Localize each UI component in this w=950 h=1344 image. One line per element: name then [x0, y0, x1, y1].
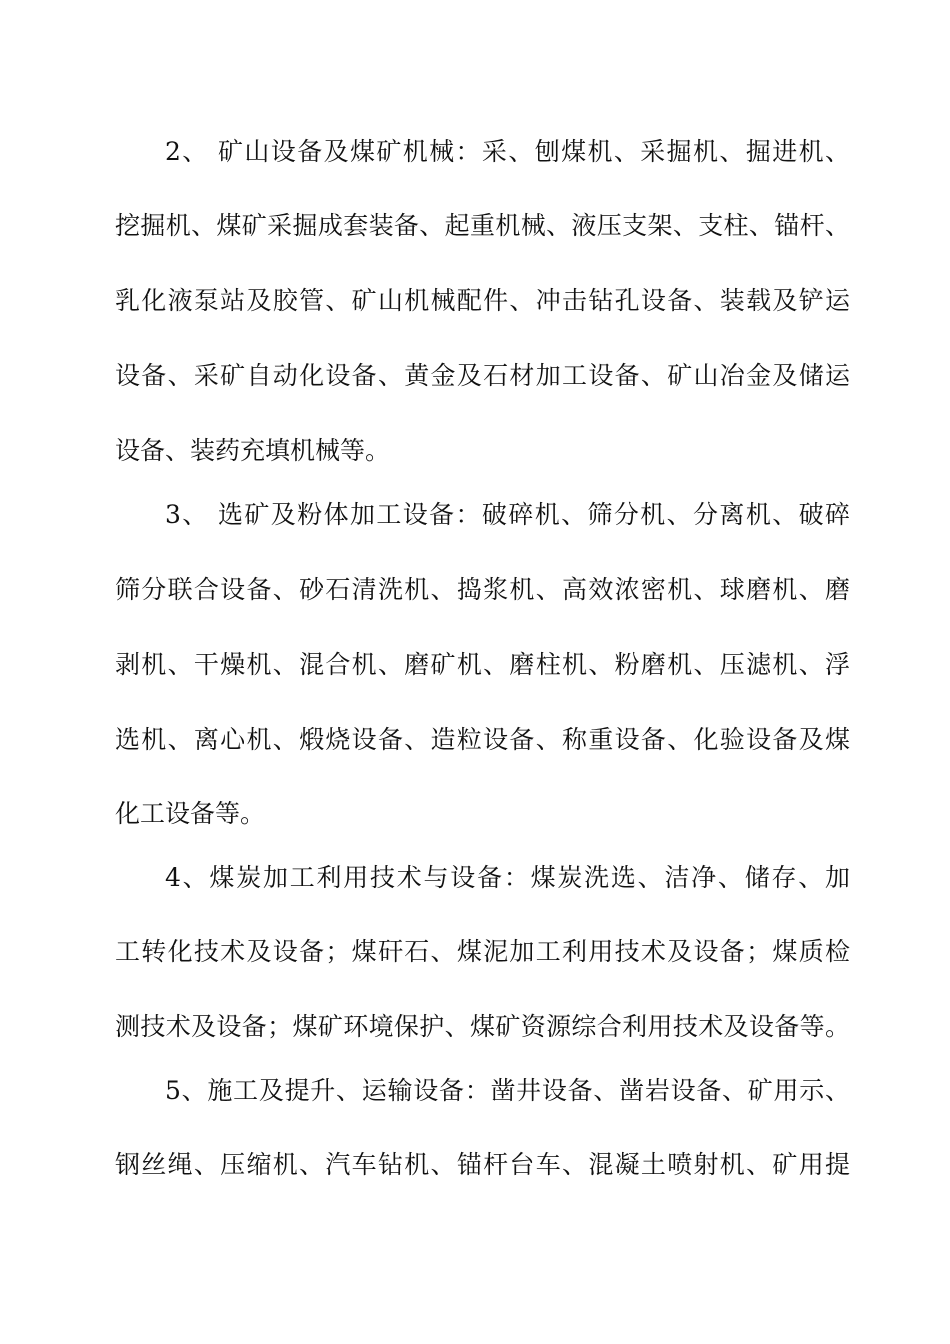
- text-line: 化工设备等。: [115, 799, 266, 828]
- text-line: 剥机、干燥机、混合机、磨矿机、磨柱机、粉磨机、压滤机、浮: [115, 650, 850, 679]
- text-line: 3、 选矿及粉体加工设备：破碎机、筛分机、分离机、破碎: [165, 500, 850, 529]
- text-line: 筛分联合设备、砂石清洗机、捣浆机、高效浓密机、球磨机、磨: [115, 575, 850, 604]
- text-line: 乳化液泵站及胶管、矿山机械配件、冲击钻孔设备、装载及铲运: [115, 286, 850, 315]
- text-line: 设备、装药充填机械等。: [115, 436, 391, 465]
- text-line: 挖掘机、煤矿采掘成套装备、起重机械、液压支架、支柱、锚杆、: [115, 211, 850, 240]
- text-line: 设备、采矿自动化设备、黄金及石材加工设备、矿山冶金及储运: [115, 361, 850, 390]
- text-line: 选机、离心机、煅烧设备、造粒设备、称重设备、化验设备及煤: [115, 725, 850, 754]
- text-line: 工转化技术及设备；煤矸石、煤泥加工利用技术及设备；煤质检: [115, 937, 850, 966]
- text-line: 钢丝绳、压缩机、汽车钻机、锚杆台车、混凝土喷射机、矿用提: [115, 1150, 850, 1179]
- text-line: 4、煤炭加工利用技术与设备：煤炭洗选、洁净、储存、加: [165, 863, 850, 892]
- text-line: 5、施工及提升、运输设备：凿井设备、凿岩设备、矿用示、: [165, 1076, 850, 1105]
- text-line: 测技术及设备；煤矿环境保护、煤矿资源综合利用技术及设备等。: [115, 1012, 850, 1041]
- text-line: 2、 矿山设备及煤矿机械：采、刨煤机、采掘机、掘进机、: [165, 137, 850, 166]
